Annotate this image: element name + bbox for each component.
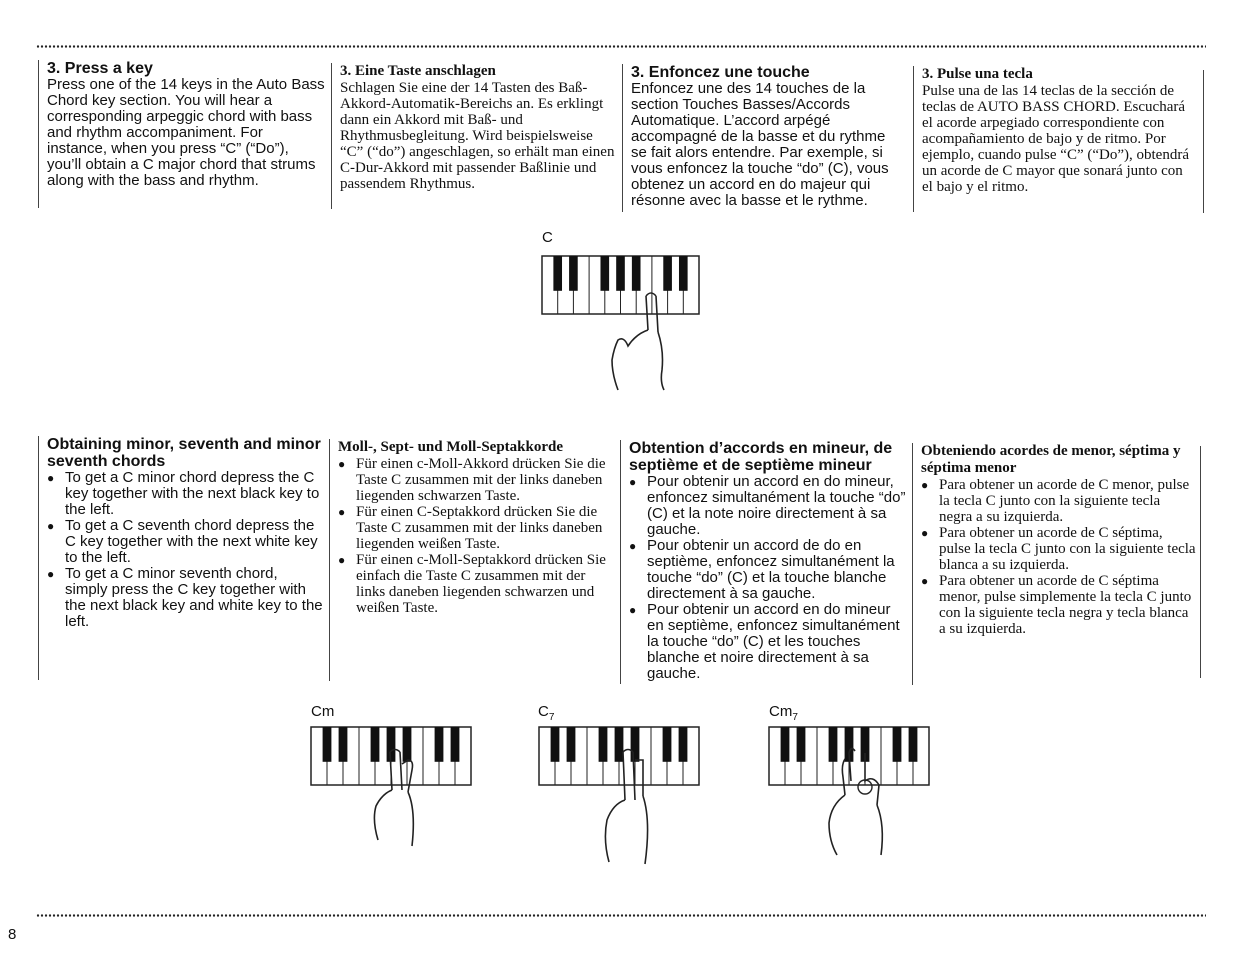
heading-de-akkorde: Moll-, Sept- und Moll-Septakkorde: [338, 439, 564, 455]
divider-right-bottom: [1200, 446, 1201, 678]
list-item: ● Für einen c-Moll-Septakkord drücken Sie einfach die Taste C zusammen mit der links daneben liegenden schwarzen und weißen Taste.: [338, 552, 615, 616]
section-en-press-key: [38, 60, 326, 208]
list-item: ● To get a C minor seventh chord, simply press the C key together with the next black key and white key to the left.: [47, 566, 324, 630]
body-en-press-key: Press one of the 14 keys in the Auto Bass Chord key section. You will hear a corresponding arpeggic chord with bass and rhythm accompaniment. For instance, when you press “C” (“Do”), you’ll obtain a C major chord that strums along with the bass and rhythm.: [47, 76, 325, 189]
black-key: [679, 256, 688, 291]
list-de-akkorde: [338, 456, 615, 616]
black-key: [663, 256, 672, 291]
top-dotted-rule: [36, 45, 1206, 48]
heading-es-tecla: 3. Pulse una tecla: [922, 66, 1033, 82]
list-item: ● Für einen C-Septakkord drücken Sie die Taste C zusammen mit der links daneben liegenden weißen Taste.: [338, 504, 615, 552]
chord-label-c: [542, 229, 553, 246]
black-key: [679, 727, 688, 762]
chord-label-c7: [538, 703, 554, 723]
section-es-acordes: [912, 443, 1196, 685]
heading-de-taste: 3. Eine Taste anschlagen: [340, 63, 496, 79]
section-en-chords: [38, 436, 324, 680]
chord-label-c7-base: C: [538, 703, 549, 720]
hand-cm-illustration: [368, 750, 438, 850]
black-key: [569, 256, 578, 291]
chord-label-c-text: C: [542, 229, 553, 246]
chord-label-cm-text: Cm: [311, 703, 335, 720]
body-es-tecla: Pulse una de las 14 teclas de la sección de teclas de AUTO BASS CHORD. Escuchará el acorde arpegiado correspondiente con acompañamiento de bajo y de ritmo. Por ejemplo, cuando pulse “C” (“Do”), obtendrá un acorde de C mayor que sonará junto con el bajo y el ritmo.: [922, 83, 1189, 195]
list-fr-accords: [629, 474, 906, 682]
black-key: [600, 256, 609, 291]
list-item: ● Für einen c-Moll-Akkord drücken Sie die Taste C zusammen mit der links daneben liegenden schwarzen Taste.: [338, 456, 615, 504]
divider-right-top: [1203, 70, 1204, 213]
heading-es-acordes: Obteniendo acordes de menor, séptima y séptima menor: [921, 443, 1181, 476]
page-number: 8: [8, 926, 17, 943]
black-key: [551, 727, 560, 762]
black-key: [797, 727, 806, 762]
bottom-dotted-rule: [36, 914, 1206, 917]
list-item: ● To get a C seventh chord depress the C key together with the next white key to the left.: [47, 518, 324, 566]
black-key: [451, 727, 460, 762]
list-en-chords: [47, 470, 324, 630]
black-key: [909, 727, 918, 762]
black-key: [553, 256, 562, 291]
list-item: ● Para obtener un acorde de C séptima menor, pulse simplemente la tecla C junto con la siguiente tecla negra y tecla blanca a su izquierda.: [921, 573, 1196, 637]
chord-label-cm7: [769, 703, 798, 723]
chord-label-cm7-sub: 7: [792, 712, 798, 723]
hand-c7-illustration: [595, 750, 665, 870]
list-item: ● Para obtener un acorde de C menor, pulse la tecla C junto con la siguiente tecla negra a su izquierda.: [921, 477, 1196, 525]
heading-en-press-key: 3. Press a key: [47, 60, 153, 77]
heading-en-chords: Obtaining minor, seventh and minor seventh chords: [47, 436, 321, 470]
list-item: ● Pour obtenir un accord de do en septième, enfoncez simultanément la touche “do” (C) et la touche blanche directement à sa gauche.: [629, 538, 906, 602]
chord-label-c7-sub: 7: [548, 712, 555, 723]
section-fr-accords: [620, 440, 906, 684]
heading-fr-touche: 3. Enfoncez une touche: [631, 64, 810, 81]
black-key: [616, 256, 625, 291]
section-de-taste: [331, 63, 616, 209]
hand-cm7-illustration: [815, 745, 905, 860]
black-key: [323, 727, 332, 762]
section-es-tecla: [913, 66, 1195, 212]
list-item: ● Pour obtenir un accord en do mineur en septième, enfoncez simultanément la touche “do” (C) et les touches blanche et noire directement à sa gauche.: [629, 602, 906, 682]
black-key: [632, 256, 641, 291]
chord-label-cm7-base: Cm: [769, 703, 793, 720]
body-fr-touche: Enfoncez une des 14 touches de la section Touches Basses/Accords Automatique. L’accord arpégé accompagné de la basse et du rythme se fait alors entendre. Par exemple, si vous enfoncez la touche “do” (C), vous obtenez un accord en do majeur qui résonne avec la basse et le rythme.: [631, 80, 889, 209]
list-item: ● To get a C minor chord depress the C key together with the next black key to the left.: [47, 470, 324, 518]
black-key: [781, 727, 790, 762]
black-key: [339, 727, 348, 762]
body-de-taste: Schlagen Sie eine der 14 Tasten des Baß-Akkord-Automatik-Bereichs an. Es erklingt dann ein Akkord mit Baß- und Rhythmusbegleitung. Wird beispielsweise “C” (“do”) angeschlagen, so erhält man einen C-Dur-Akkord mit passender Baßlinie und passendem Rhythmus.: [340, 80, 615, 192]
hand-c-illustration: [600, 290, 680, 400]
section-de-akkorde: [329, 439, 615, 681]
list-item: ● Para obtener un acorde de C séptima, pulse la tecla C junto con la siguiente tecla blanca a su izquierda.: [921, 525, 1196, 573]
black-key: [567, 727, 576, 762]
section-fr-touche: [622, 64, 904, 212]
heading-fr-accords: Obtention d’accords en mineur, de septième et de septième mineur: [629, 440, 893, 474]
list-item: ● Pour obtenir un accord en do mineur, enfoncez simultanément la touche “do” (C) et la note noire directement à sa gauche.: [629, 474, 906, 538]
list-es-acordes: [921, 477, 1196, 637]
chord-label-cm: [311, 703, 334, 720]
